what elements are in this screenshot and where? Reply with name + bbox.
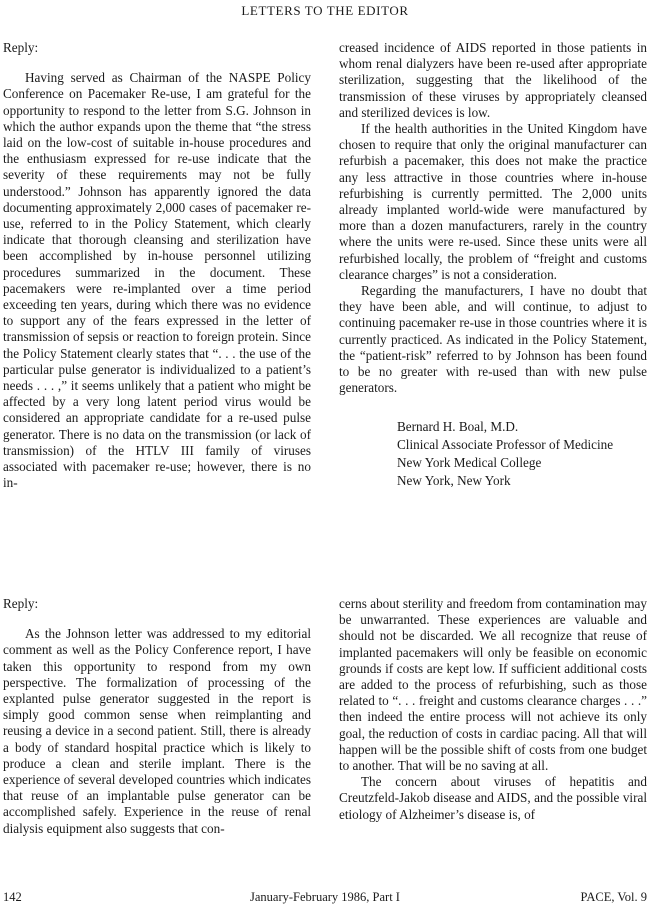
signature-title: Clinical Associate Professor of Medicine — [397, 437, 614, 453]
reply1-column-right — [339, 40, 647, 490]
reply1-paragraph-1-continued: creased incidence of AIDS reported in those patients in whom renal dialyzers have been re-used after appropriate sterilization, suggesting that the likelihood of the transmission of these viruses by appropriately cleansed and sterilized devices is low. — [339, 40, 647, 120]
signature-institution: New York Medical College — [397, 455, 542, 471]
footer-issue: January-February 1986, Part I — [250, 890, 400, 904]
reply2-paragraph-1: As the Johnson letter was addressed to my editorial comment as well as the Policy Conference report, I have taken this opportunity to respond from my own perspective. The formalization of processing of the explanted pulse generator suggested in the report is simply good common sense when reimplanting and reusing a device in a second patient. Still, there is already a body of standard hospital practice which is likely to produce a clean and sterile implant. There is the experience of several developed countries which indicates that reuse of an implantable pulse generator can be accomplished safely. Experience in the reuse of renal dialysis equipment also suggests that con- — [3, 626, 311, 836]
reply1-label: Reply: — [3, 40, 39, 55]
signature-location: New York, New York — [397, 473, 511, 489]
signature-name: Bernard H. Boal, M.D. — [397, 419, 519, 435]
reply2-column-left — [3, 596, 311, 837]
footer-page-number: 142 — [3, 890, 22, 904]
reply2-paragraph-2: The concern about viruses of hepatitis and Creutzfeld-Jakob disease and AIDS, and the possible viral etiology of Alzheimer’s disease is, of — [339, 774, 647, 822]
reply1-paragraph-3: Regarding the manufacturers, I have no doubt that they have been able, and will continue, to adjust to continuing pacemaker re-use in those countries where it is currently practiced. As indicated in the Policy Statement, the “patient-risk” referred to by Johnson has been found to be no greater with re-used than with new pulse generators. — [339, 283, 647, 396]
reply2-column-right — [339, 596, 647, 823]
footer-journal: PACE, Vol. 9 — [580, 890, 647, 904]
reply1-signature — [339, 418, 647, 490]
reply2-label: Reply: — [3, 596, 39, 611]
reply2-paragraph-1-continued: cerns about sterility and freedom from contamination may be unwarranted. These experiences are valuable and should not be discarded. We all recognize that reuse of implanted pacemakers will only be feasible on economic grounds if costs are kept low. If sufficient additional costs are added to the process of refurbishing, such as those related to “. . . freight and customs clearance charges . . .” then indeed the entire process will not achieve its only goal, the reduction of costs in cardiac pacing. All that will happen will be the possible shift of costs from one budget to another. That will be no saving at all. — [339, 596, 647, 774]
reply1-column-left — [3, 40, 311, 491]
reply1-paragraph-2: If the health authorities in the United Kingdom have chosen to require that only the original manufacturer can refurbish a pacemaker, this does not make the practice any less attractive in those countries where in-house refurbishing is currently permitted. The 2,000 units already implanted world-wide were manufactured by more than a dozen manufacturers, rarely in the country where the units were re-used. Since these units were all refurbished locally, the problem of “freight and customs clearance charges” is not a consideration. — [339, 121, 647, 282]
running-head: LETTERS TO THE EDITOR — [241, 3, 409, 18]
reply1-paragraph-1: Having served as Chairman of the NASPE Policy Conference on Pacemaker Re-use, I am grateful for the opportunity to respond to the letter from S.G. Johnson in which the author expands upon the theme that “the stress laid on the low-cost of suitable in-house procedures and the enthusiasm expressed for re-use indicate that the severity of these requirements may not be fully understood.” Johnson has apparently ignored the data documenting approximately 2,000 cases of pacemaker re-use, referred to in the Policy Statement, which clearly indicate that thorough cleansing and sterilization have been accomplished by in-house personnel utilizing procedures summarized in the document. These pacemakers were re-implanted over a time period exceeding ten years, during which there was no evidence to support any of the fears expressed in the letter of transmission of sepsis or reaction to foreign protein. Since the Policy Statement clearly states that “. . . the use of the particular pulse generator is individualized to a patient’s needs . . . ,” it seems unlikely that a patient who might be affected by a very long latent period virus would be considered an appropriate candidate for a re-used pulse generator. There is no data on the transmission (or lack of transmission) of the HTLV III family of viruses associated with pacemaker re-use; however, there is no in- — [3, 70, 311, 491]
